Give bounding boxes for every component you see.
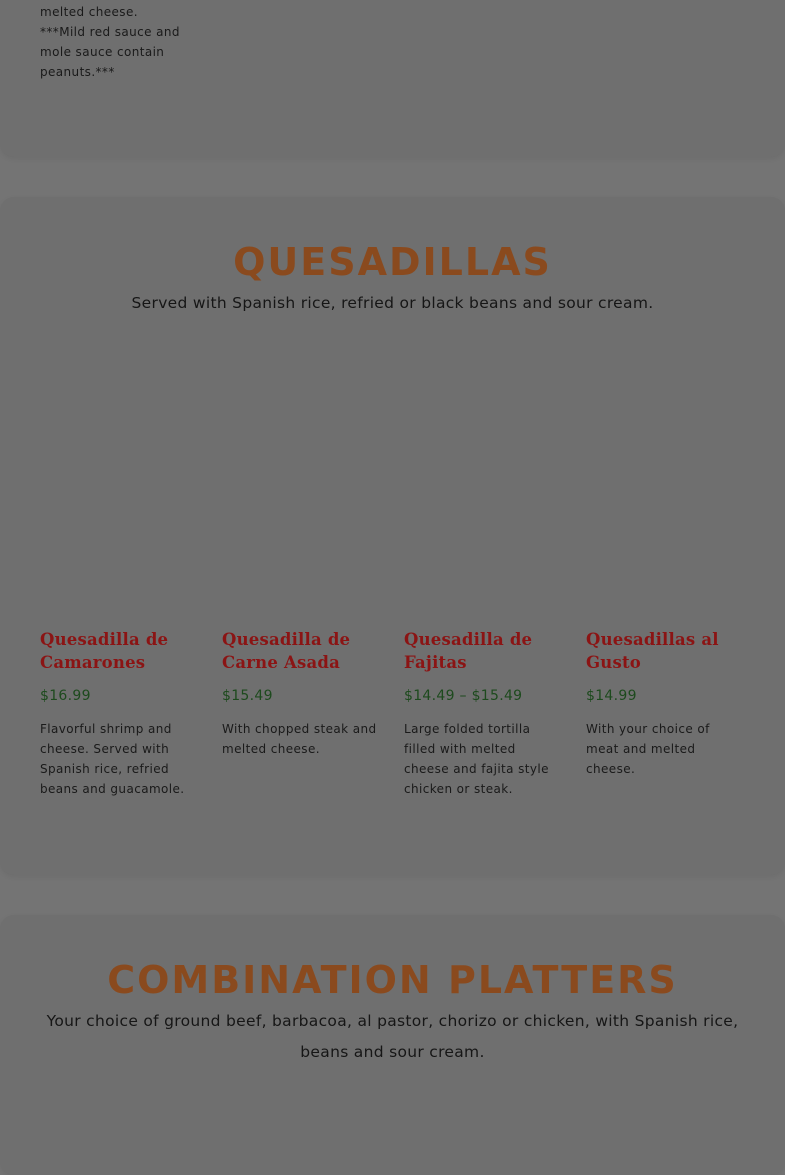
quesadillas-title: QUESADILLAS [233, 240, 552, 284]
menu-item[interactable] [40, 628, 198, 799]
menu-item-price: $15.49 [222, 688, 273, 704]
menu-item-name[interactable]: Quesadilla de Fajitas [404, 630, 533, 672]
menu-item-price: $14.99 [586, 688, 637, 704]
menu-item-description: With your choice of meat and melted cheese. [586, 722, 710, 776]
menu-item-description: Flavorful shrimp and cheese. Served with Spanish rice, refried beans and guacamole. [40, 722, 185, 796]
menu-item[interactable] [222, 628, 380, 799]
menu-item-description: Large folded tortilla filled with melted cheese and fajita style chicken or steak. [404, 722, 549, 796]
quesadillas-item-list [40, 628, 760, 799]
quesadillas-subtitle: Served with Spanish rice, refried or black beans and sour cream. [131, 294, 654, 312]
menu-item-price: $16.99 [40, 688, 91, 704]
menu-item-description: With chopped steak and melted cheese. [222, 722, 377, 756]
menu-item[interactable] [586, 628, 744, 799]
previous-menu-section [0, 0, 785, 157]
menu-item[interactable] [404, 628, 562, 799]
combination-platters-title: COMBINATION PLATTERS [107, 958, 678, 1002]
combination-platters-subtitle: Your choice of ground beef, barbacoa, al pastor, chorizo or chicken, with Spanish rice, beans and sour cream. [46, 1012, 739, 1061]
previous-item-desc-line: melted cheese. [40, 5, 138, 19]
menu-item-price: $14.49 – $15.49 [404, 688, 523, 704]
menu-item-name[interactable]: Quesadilla de Carne Asada [222, 630, 351, 672]
menu-item-name[interactable]: Quesadillas al Gusto [586, 630, 719, 672]
previous-item-description [40, 2, 190, 82]
menu-item-name[interactable]: Quesadilla de Camarones [40, 630, 169, 672]
previous-item-allergy-note: ***Mild red sauce and mole sauce contain peanuts.*** [40, 25, 180, 79]
